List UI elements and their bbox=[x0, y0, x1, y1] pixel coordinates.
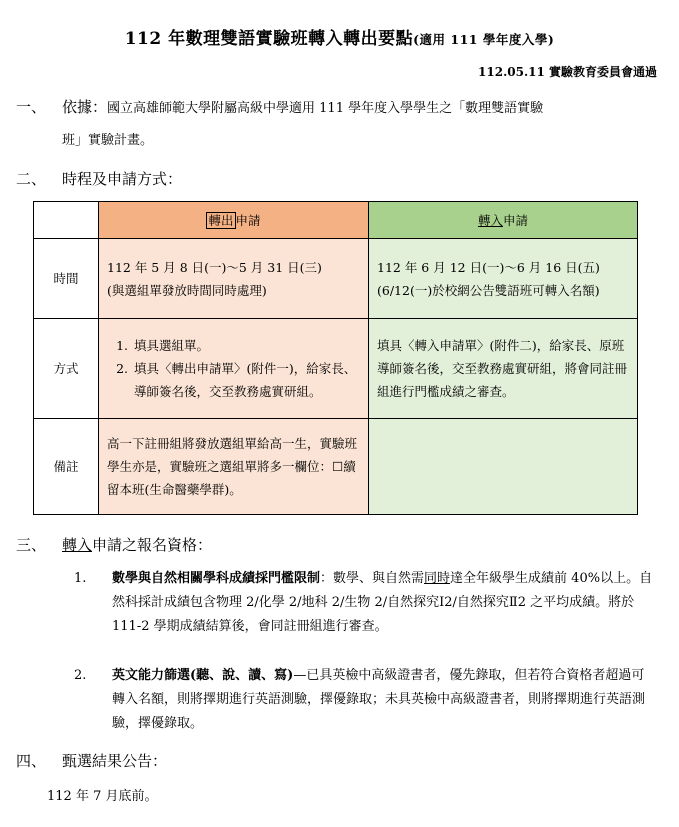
requirement-title: 數學與自然相關學科成績採門檻限制 bbox=[112, 571, 321, 586]
section-number: 四、 bbox=[16, 752, 47, 770]
requirement-emphasis: 同時 bbox=[424, 571, 451, 586]
time-out-cell bbox=[99, 239, 369, 319]
section-number: 二、 bbox=[16, 170, 47, 188]
table-row-time bbox=[34, 239, 638, 319]
basis-text-line2: 班」實驗計畫。 bbox=[62, 133, 154, 148]
title-note: (適用 111 學年度入學) bbox=[413, 32, 555, 47]
requirement-title: 英文能力篩選(聽、說、讀、寫) bbox=[112, 668, 294, 683]
header-transfer-out bbox=[99, 202, 369, 239]
header-suffix: 申請 bbox=[503, 212, 529, 228]
schedule-table bbox=[33, 201, 638, 515]
requirement-text: 達全年級學生成績前 40%以上。自然科採計成績包含物理 2/化學 2/地科 2/生物 2/自然探究Ⅰ2/自然探究Ⅱ2 之平均成績。將於 111-2 學期成績結算後，會同註冊組進行審查。 bbox=[112, 571, 653, 634]
transfer-in-underlined: 轉入 bbox=[477, 212, 503, 228]
section-number: 三、 bbox=[16, 536, 47, 554]
section-result-announcement bbox=[16, 750, 167, 771]
section-eligibility bbox=[16, 534, 212, 555]
item-number: 2. bbox=[74, 668, 87, 683]
header-blank-cell bbox=[34, 202, 99, 239]
title-main: 112 年數理雙語實驗班轉入轉出要點 bbox=[124, 29, 414, 49]
section-label: 時程及申請方式： bbox=[62, 170, 183, 188]
requirement-item-1 bbox=[74, 567, 656, 639]
section-number: 一、 bbox=[16, 98, 47, 116]
method-out-steps bbox=[107, 334, 360, 403]
section-schedule bbox=[16, 168, 182, 189]
table-row-remark bbox=[34, 419, 638, 515]
time-out-line2: (與選組單發放時間同時處理) bbox=[107, 282, 267, 298]
method-in-cell: 填具〈轉入申請單〉(附件二)，給家長、原班導師簽名後，交至教務處實研組，將會同註冊組進行門檻成績之審查。 bbox=[369, 319, 638, 419]
row-label-method: 方式 bbox=[34, 319, 99, 419]
table-header-row bbox=[34, 202, 638, 239]
approval-note: 112.05.11 實驗教育委員會通過 bbox=[478, 65, 657, 79]
header-transfer-in bbox=[369, 202, 638, 239]
remark-in-cell bbox=[369, 419, 638, 515]
section-basis bbox=[16, 96, 543, 117]
requirement-text: —已具英檢中高級證書者，優先錄取，但若符合資格者超過可轉入名額，則將擇期進行英語測驗，擇優錄取；未具英檢中高級證書者，則將擇期進行英語測驗，擇優錄取。 bbox=[112, 668, 646, 731]
basis-text-line1: 國立高雄師範大學附屬高級中學適用 111 學年度入學學生之「數理雙語實驗 bbox=[107, 101, 544, 116]
transfer-out-boxed: 轉出 bbox=[208, 212, 234, 228]
time-in-cell: 112 年 6 月 12 日(一)～6 月 16 日(五) (6/12(一)於校網公告雙語班可轉入名額) bbox=[369, 239, 638, 319]
list-item: 1. 填具選組單。 bbox=[132, 334, 360, 357]
row-label-time: 時間 bbox=[34, 239, 99, 319]
list-item: 2. 填具〈轉出申請單〉(附件一)，給家長、導師簽名後，交至教務處實研組。 bbox=[132, 357, 360, 403]
announcement-date: 112 年 7 月底前。 bbox=[47, 789, 158, 804]
item-number: 1. bbox=[74, 571, 87, 586]
requirement-item-2 bbox=[74, 664, 656, 736]
transfer-in-underlined: 轉入 bbox=[62, 536, 93, 554]
time-out-line1: 112 年 5 月 8 日(一)～5 月 31 日(三) bbox=[107, 259, 322, 275]
section-label: 依據： bbox=[62, 98, 108, 116]
section-label: 甄選結果公告： bbox=[62, 752, 168, 770]
row-label-remark: 備註 bbox=[34, 419, 99, 515]
remark-out-cell: 高一下註冊組將發放選組單給高一生，實驗班學生亦是，實驗班之選組單將多一欄位：☐續留本班(生命醫藥學群)。 bbox=[99, 419, 369, 515]
table-row-method bbox=[34, 319, 638, 419]
requirement-text: ：數學、與自然需 bbox=[320, 571, 425, 586]
header-suffix: 申請 bbox=[235, 212, 261, 228]
method-out-cell bbox=[99, 319, 369, 419]
document-title bbox=[0, 24, 679, 49]
section-label: 申請之報名資格： bbox=[92, 536, 213, 554]
